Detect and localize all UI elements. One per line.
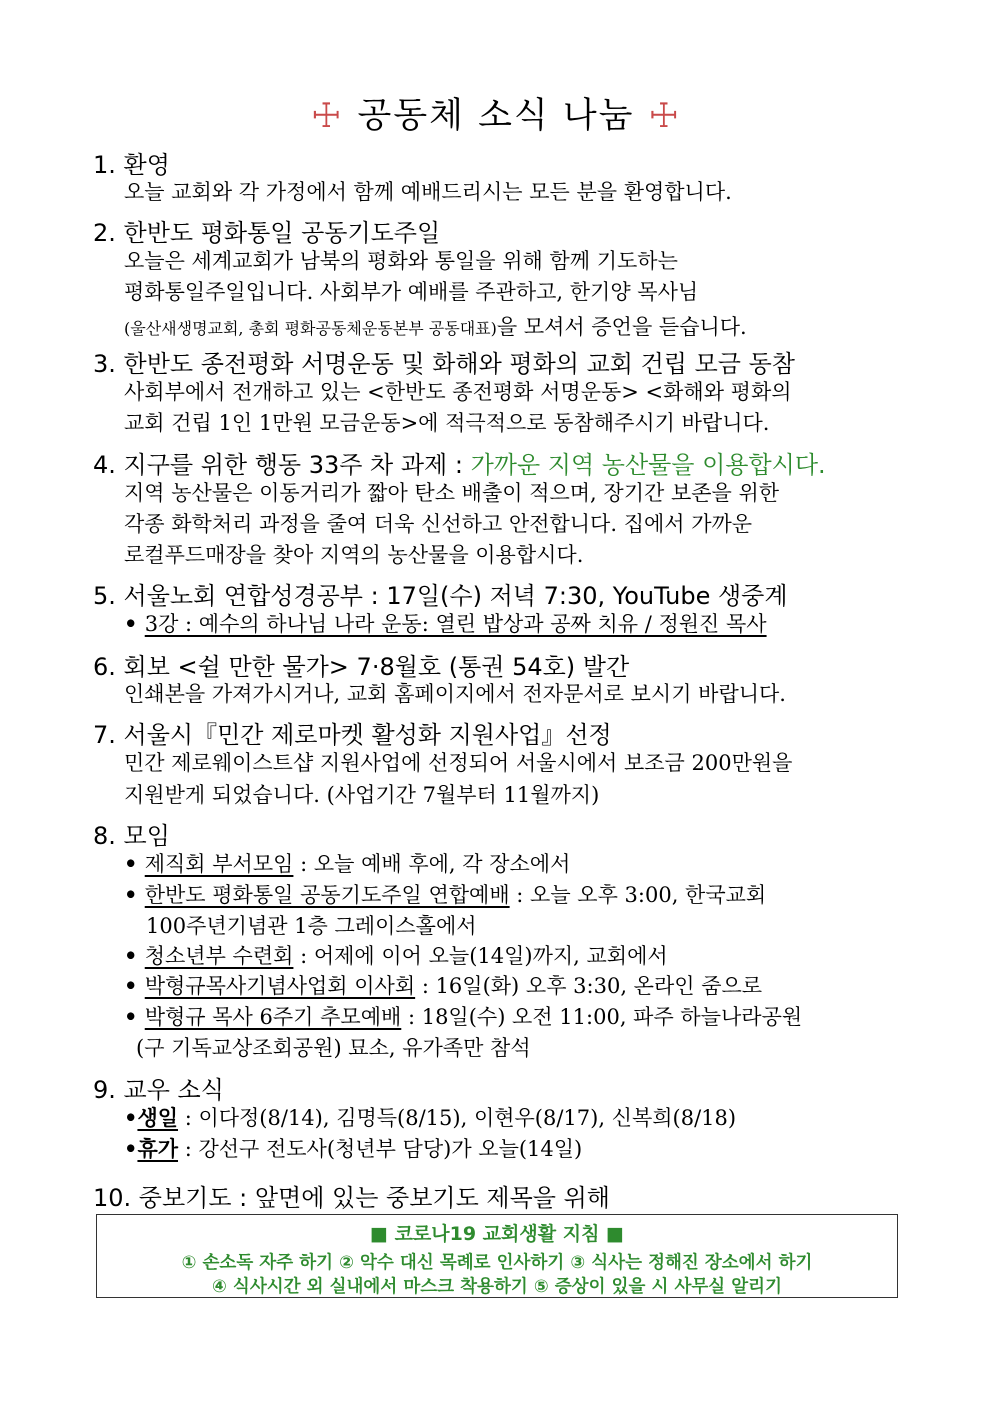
item-body-line: 교회 건립 1인 1만원 모금운동>에 적극적으로 동참해주시기 바랍니다. xyxy=(124,411,770,435)
item-heading: 2. 한반도 평화통일 공동기도주일 xyxy=(93,219,441,247)
item-body-line: 지원받게 되었습니다. (사업기간 7월부터 11월까지) xyxy=(124,783,600,807)
item-heading: 7. 서울시『민간 제로마켓 활성화 지원사업』선정 xyxy=(93,721,612,749)
item-heading: 1. 환영 xyxy=(93,151,170,179)
bullet-icon: • xyxy=(124,611,145,636)
item-heading: 5. 서울노회 연합성경공부 : 17일(수) 저녁 7:30, YouTube 생중계 xyxy=(93,582,788,610)
bullet-icon: • xyxy=(124,973,145,998)
covid-guidelines-line: ① 손소독 자주 하기 ② 악수 대신 목례로 인사하기 ③ 식사는 정해진 장소에서 하기 xyxy=(181,1253,813,1273)
meeting-item: • 한반도 평화통일 공동기도주일 연합예배 : 오늘 오후 3:00, 한국교회 xyxy=(124,882,767,907)
meeting-item: • 청소년부 수련회 : 어제에 이어 오늘(14일)까지, 교회에서 xyxy=(124,943,668,968)
item-body-line: 사회부에서 전개하고 있는 <한반도 종전평화 서명운동> <화해와 평화의 xyxy=(124,380,792,404)
bullet-icon: • xyxy=(124,1136,138,1161)
bullet-icon: • xyxy=(124,943,145,968)
page-title-text: 공동체 소식 나눔 xyxy=(357,96,635,136)
covid-guidelines-title: ■ 코로나19 교회생활 지침 ■ xyxy=(370,1223,624,1245)
meeting-item-continued: (구 기독교상조회공원) 묘소, 유가족만 참석 xyxy=(136,1036,531,1060)
item-body-line: 오늘은 세계교회가 남북의 평화와 통일을 위해 함께 기도하는 xyxy=(124,249,678,273)
item-heading: 6. 회보 <쉴 만한 물가> 7·8월호 (통권 54호) 발간 xyxy=(93,653,630,681)
meeting-item: • 박형규 목사 6주기 추모예배 : 18일(수) 오전 11:00, 파주 하늘나라공원 xyxy=(124,1004,803,1029)
news-item: •생일 : 이다정(8/14), 김명득(8/15), 이현우(8/17), 신복희(8/18) xyxy=(124,1105,737,1130)
page-title xyxy=(0,88,992,138)
church-affiliation: (울산새생명교회, 총회 평화공동체운동본부 공동대표) xyxy=(124,319,497,338)
item-body-line: 로컬푸드매장을 찾아 지역의 농산물을 이용합시다. xyxy=(124,543,584,567)
news-item: •휴가 : 강선구 전도사(청년부 담당)가 오늘(14일) xyxy=(124,1136,583,1161)
cross-icon: ☩ xyxy=(648,96,681,136)
highlight-text: 가까운 지역 농산물을 이용합시다. xyxy=(470,451,826,479)
item-heading: 4. 지구를 위한 행동 33주 차 과제 : 가까운 지역 농산물을 이용합시다. xyxy=(93,451,826,479)
bullet-icon: • xyxy=(124,1105,138,1130)
item-heading: 10. 중보기도 : 앞면에 있는 중보기도 제목을 위해 xyxy=(93,1184,610,1212)
item-heading: 9. 교우 소식 xyxy=(93,1076,224,1104)
bullet-icon: • xyxy=(124,882,145,907)
bullet-icon: • xyxy=(124,1004,145,1029)
item-body-line: 지역 농산물은 이동거리가 짧아 탄소 배출이 적으며, 장기간 보존을 위한 xyxy=(124,481,780,505)
item-body-line: (울산새생명교회, 총회 평화공동체운동본부 공동대표)을 모셔서 증언을 듣습니다. xyxy=(124,315,747,339)
meeting-item: • 박형규목사기념사업회 이사회 : 16일(화) 오후 3:30, 온라인 줌으로 xyxy=(124,973,763,998)
item-heading: 8. 모임 xyxy=(93,822,170,850)
covid-guidelines-box xyxy=(96,1214,898,1298)
cross-icon: ☩ xyxy=(311,96,344,136)
bullet-icon: • xyxy=(124,851,145,876)
item-body-line: • 3강 : 예수의 하나님 나라 운동: 열린 밥상과 공짜 치유 / 정원진 목사 xyxy=(124,611,767,636)
item-body-line: 오늘 교회와 각 가정에서 함께 예배드리시는 모든 분을 환영합니다. xyxy=(124,180,732,204)
item-body-line: 각종 화학처리 과정을 줄여 더욱 신선하고 안전합니다. 집에서 가까운 xyxy=(124,512,753,536)
item-body-line: 평화통일주일입니다. 사회부가 예배를 주관하고, 한기양 목사님 xyxy=(124,280,699,304)
item-heading: 3. 한반도 종전평화 서명운동 및 화해와 평화의 교회 건립 모금 동참 xyxy=(93,350,795,378)
meeting-item: • 제직회 부서모임 : 오늘 예배 후에, 각 장소에서 xyxy=(124,851,571,876)
covid-guidelines-line: ④ 식사시간 외 실내에서 마스크 착용하기 ⑤ 증상이 있을 시 사무실 알리기 xyxy=(212,1277,782,1297)
item-body-line: 인쇄본을 가져가시거나, 교회 홈페이지에서 전자문서로 보시기 바랍니다. xyxy=(124,682,786,706)
meeting-item-continued: 100주년기념관 1층 그레이스홀에서 xyxy=(146,914,477,938)
item-body-line: 민간 제로웨이스트샵 지원사업에 선정되어 서울시에서 보조금 200만원을 xyxy=(124,751,793,775)
